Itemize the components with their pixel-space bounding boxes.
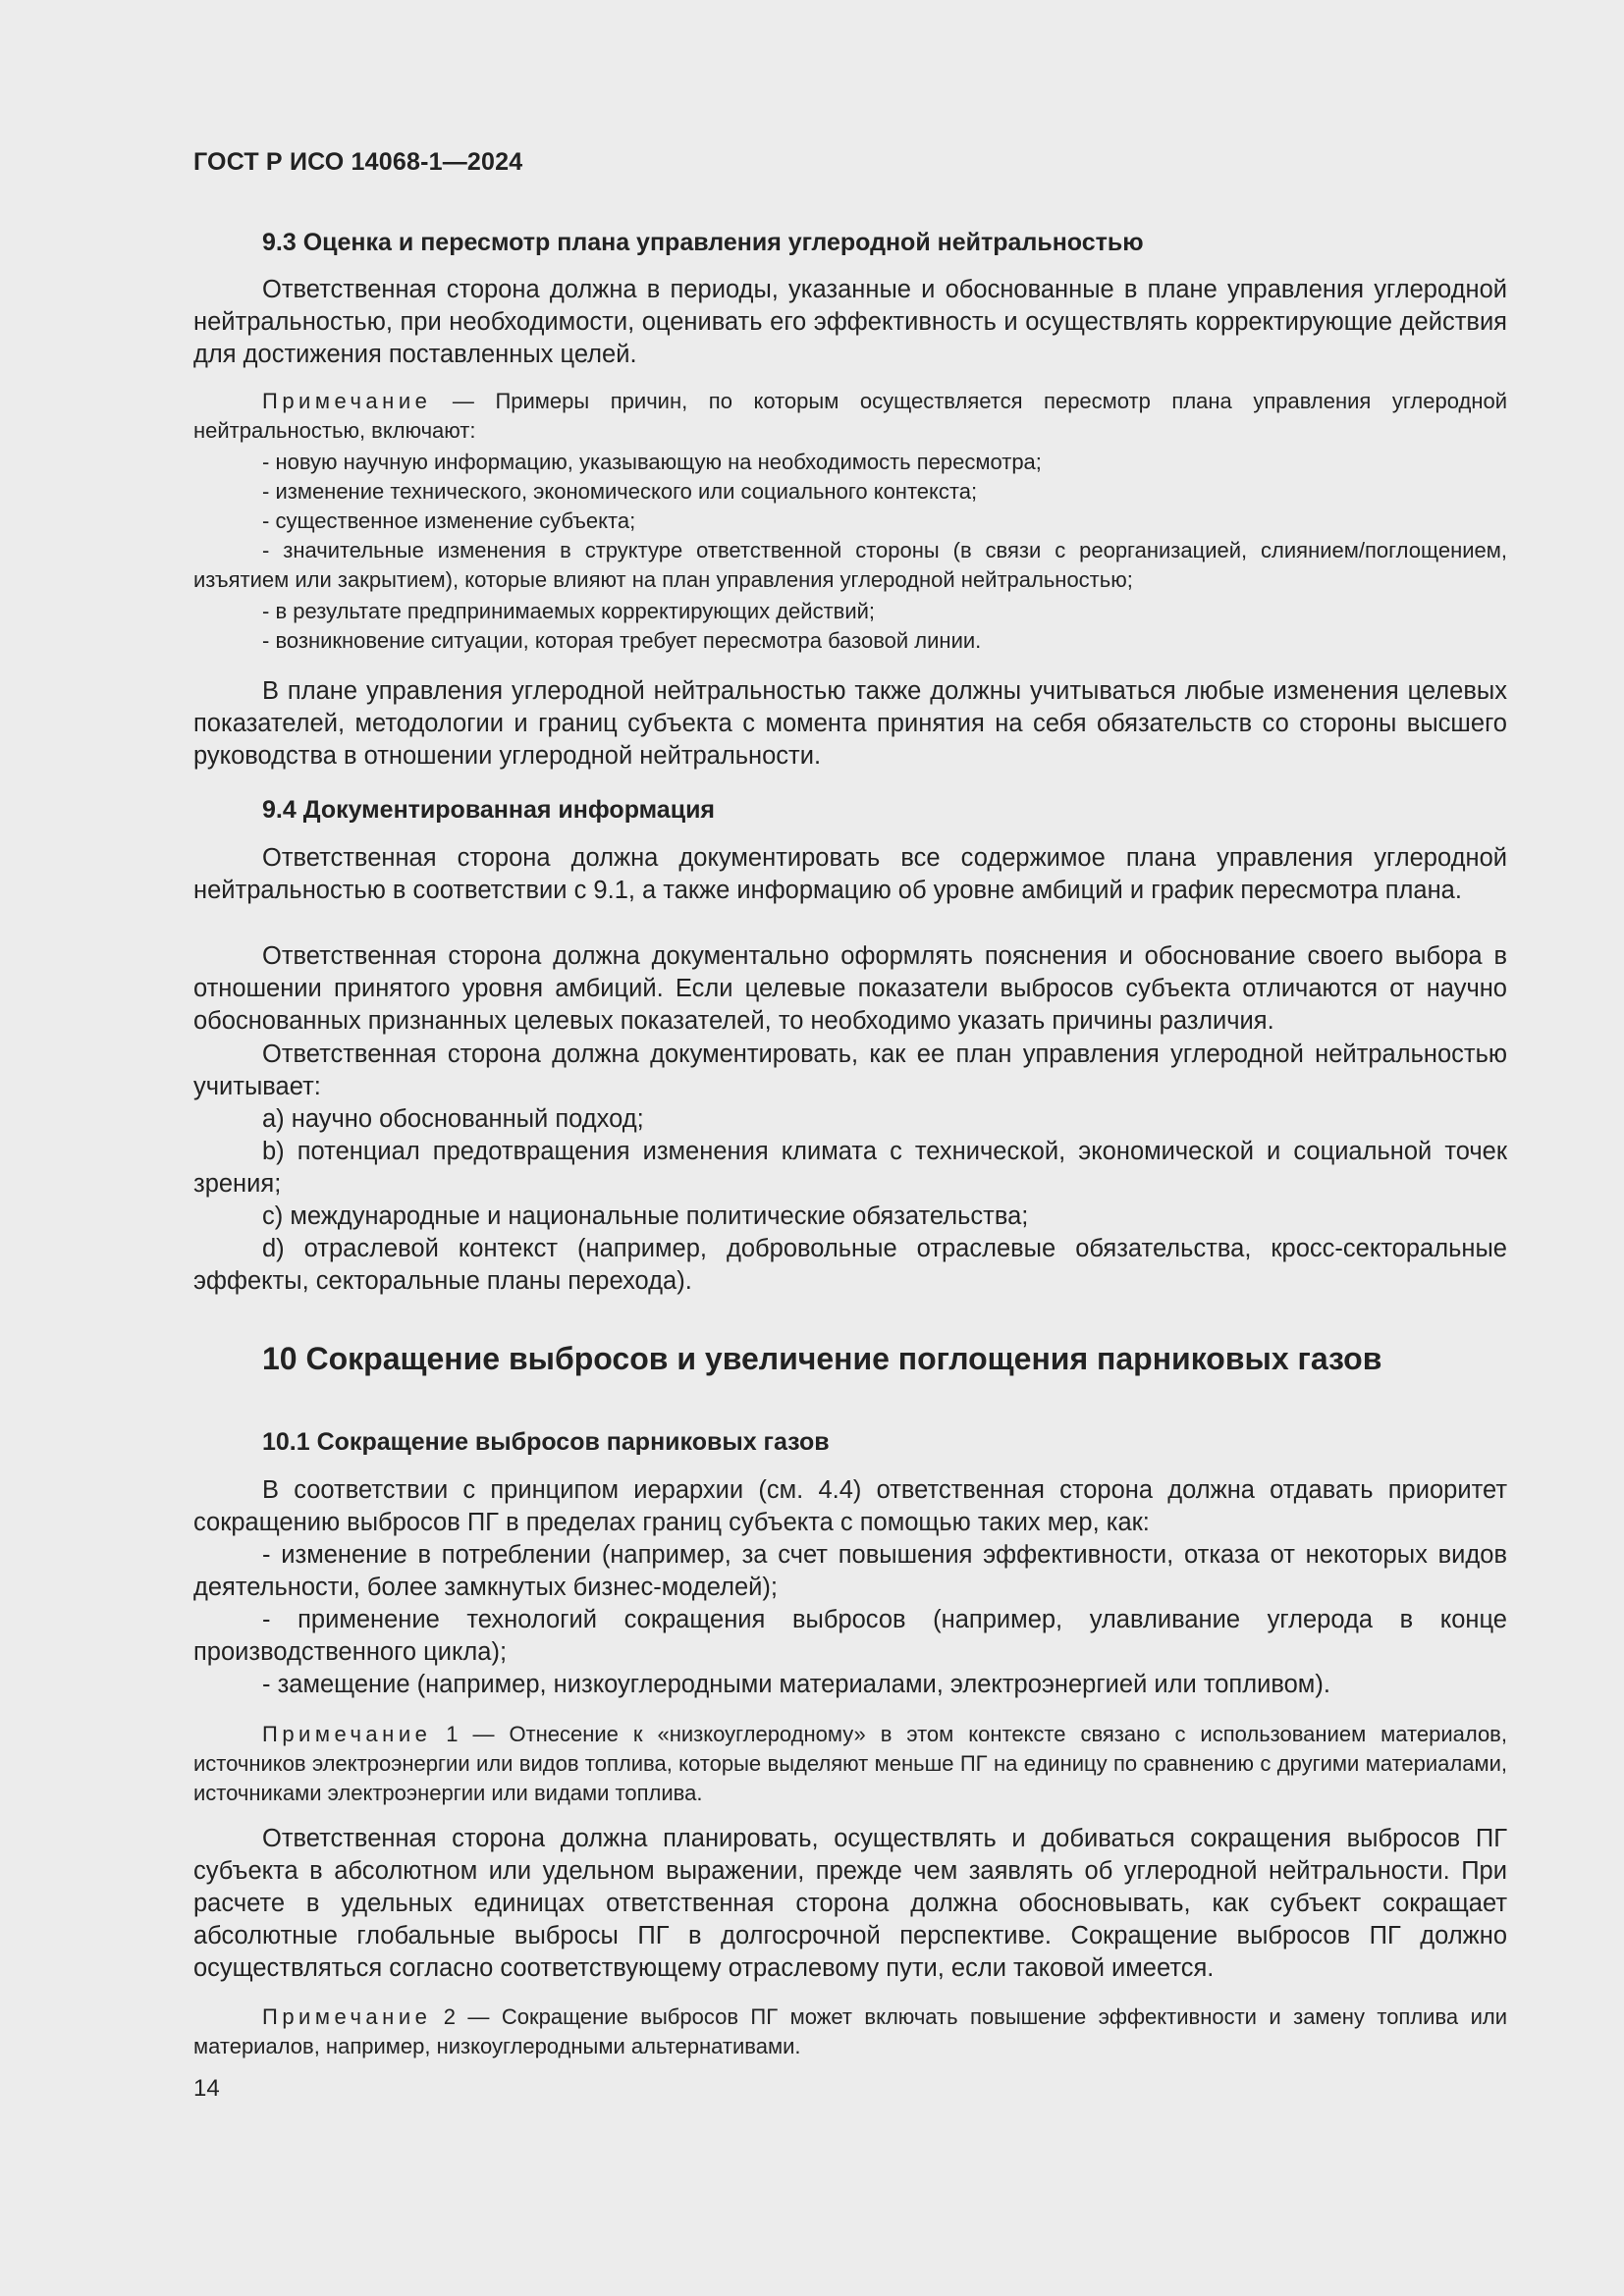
list-item: - замещение (например, низкоуглеродными материалами, электроэнергией или топливом). — [262, 1671, 1330, 1698]
note-text: — Примеры причин, по которым осуществляется пересмотр плана управления углеродной нейтральностью, включают: — [193, 389, 1507, 443]
list-item: c) международные и национальные политические обязательства; — [262, 1202, 1029, 1230]
note-label: Примечание — [262, 2004, 432, 2029]
section-9-3-note — [193, 387, 1507, 446]
section-10-title: 10 Сокращение выбросов и увеличение поглощения парниковых газов — [262, 1341, 1382, 1376]
section-9-4-paragraph-3: Ответственная сторона должна документировать, как ее план управления углеродной нейтральностью учитывает: — [193, 1041, 1507, 1100]
list-item: b) потенциал предотвращения изменения климата с технической, экономической и социальной точек зрения; — [193, 1138, 1507, 1198]
list-item: - применение технологий сокращения выбросов (например, улавливание углерода в конце производственного цикла); — [193, 1606, 1507, 1666]
page-number: 14 — [193, 2075, 220, 2102]
note-text: 1 — Отнесение к «низкоуглеродному» в этом контексте связано с использованием материалов, источников электроэнергии или видов топлива, которые выделяют меньше ПГ на единицу по сравнению с другими материалами, источниками электроэнергии или видами топлива. — [193, 1722, 1507, 1805]
section-9-3-title: 9.3 Оценка и пересмотр плана управления углеродной нейтральностью — [262, 229, 1144, 256]
list-item: - изменение технического, экономического или социального контекста; — [262, 479, 978, 504]
list-item: - новую научную информацию, указывающую на необходимость пересмотра; — [262, 450, 1042, 474]
list-item: - изменение в потреблении (например, за счет повышения эффективности, отказа от некоторых видов деятельности, более замкнутых бизнес-моделей); — [193, 1541, 1507, 1601]
list-item: - в результате предпринимаемых корректирующих действий; — [262, 599, 876, 623]
list-item: d) отраслевой контекст (например, добровольные отраслевые обязательства, кросс-секторальные эффекты, секторальные планы перехода). — [193, 1235, 1507, 1295]
list-item: - значительные изменения в структуре ответственной стороны (в связи с реорганизацией, слиянием/поглощением, изъятием или закрытием), которые влияют на план управления углеродной нейтральностью; — [193, 538, 1507, 592]
standard-header: ГОСТ Р ИСО 14068-1—2024 — [193, 148, 523, 176]
list-item: a) научно обоснованный подход; — [262, 1105, 644, 1133]
note-label: Примечание — [262, 1722, 432, 1746]
section-9-4-title: 9.4 Документированная информация — [262, 796, 716, 824]
note-label: Примечание — [262, 389, 432, 413]
section-9-3-paragraph-1: Ответственная сторона должна в периоды, указанные и обоснованные в плане управления углеродной нейтральностью, при необходимости, оценивать его эффективность и осуществлять корректирующие действия для достижения поставленных целей. — [193, 276, 1507, 368]
list-item: - возникновение ситуации, которая требует пересмотра базовой линии. — [262, 628, 982, 653]
list-item: - существенное изменение субъекта; — [262, 508, 636, 533]
section-10-1-note-2 — [193, 2002, 1507, 2061]
section-10-1-note-1 — [193, 1720, 1507, 1808]
section-10-1-paragraph-1: В соответствии с принципом иерархии (см. 4.4) ответственная сторона должна отдавать приоритет сокращению выбросов ПГ в пределах границ субъекта с помощью таких мер, как: — [193, 1476, 1507, 1536]
section-10-1-paragraph-2: Ответственная сторона должна планировать, осуществлять и добиваться сокращения выбросов ПГ субъекта в абсолютном или удельном выражении, прежде чем заявлять об углеродной нейтральности. При расчете в удельных единицах ответственная сторона должна обосновывать, как субъект сокращает абсолютные глобальные выбросы ПГ в долгосрочной перспективе. Сокращение выбросов ПГ должно осуществляться согласно соответствующему отраслевому пути, если таковой имеется. — [193, 1825, 1507, 1982]
section-9-3-paragraph-2: В плане управления углеродной нейтральностью также должны учитываться любые изменения целевых показателей, методологии и границ субъекта с момента принятия на себя обязательств со стороны высшего руководства в отношении углеродной нейтральности. — [193, 677, 1507, 770]
note-text: 2 — Сокращение выбросов ПГ может включать повышение эффективности и замену топлива или материалов, например, низкоуглеродными альтернативами. — [193, 2004, 1507, 2058]
section-9-4-paragraph-2: Ответственная сторона должна документально оформлять пояснения и обоснование своего выбора в отношении принятого уровня амбиций. Если целевые показатели выбросов субъекта отличаются от научно обоснованных признанных целевых показателей, то необходимо указать причины различия. — [193, 942, 1507, 1035]
section-9-4-paragraph-1: Ответственная сторона должна документировать все содержимое плана управления углеродной нейтральностью в соответствии с 9.1, а также информацию об уровне амбиций и график пересмотра плана. — [193, 844, 1507, 904]
section-10-1-title: 10.1 Сокращение выбросов парниковых газов — [262, 1428, 830, 1456]
